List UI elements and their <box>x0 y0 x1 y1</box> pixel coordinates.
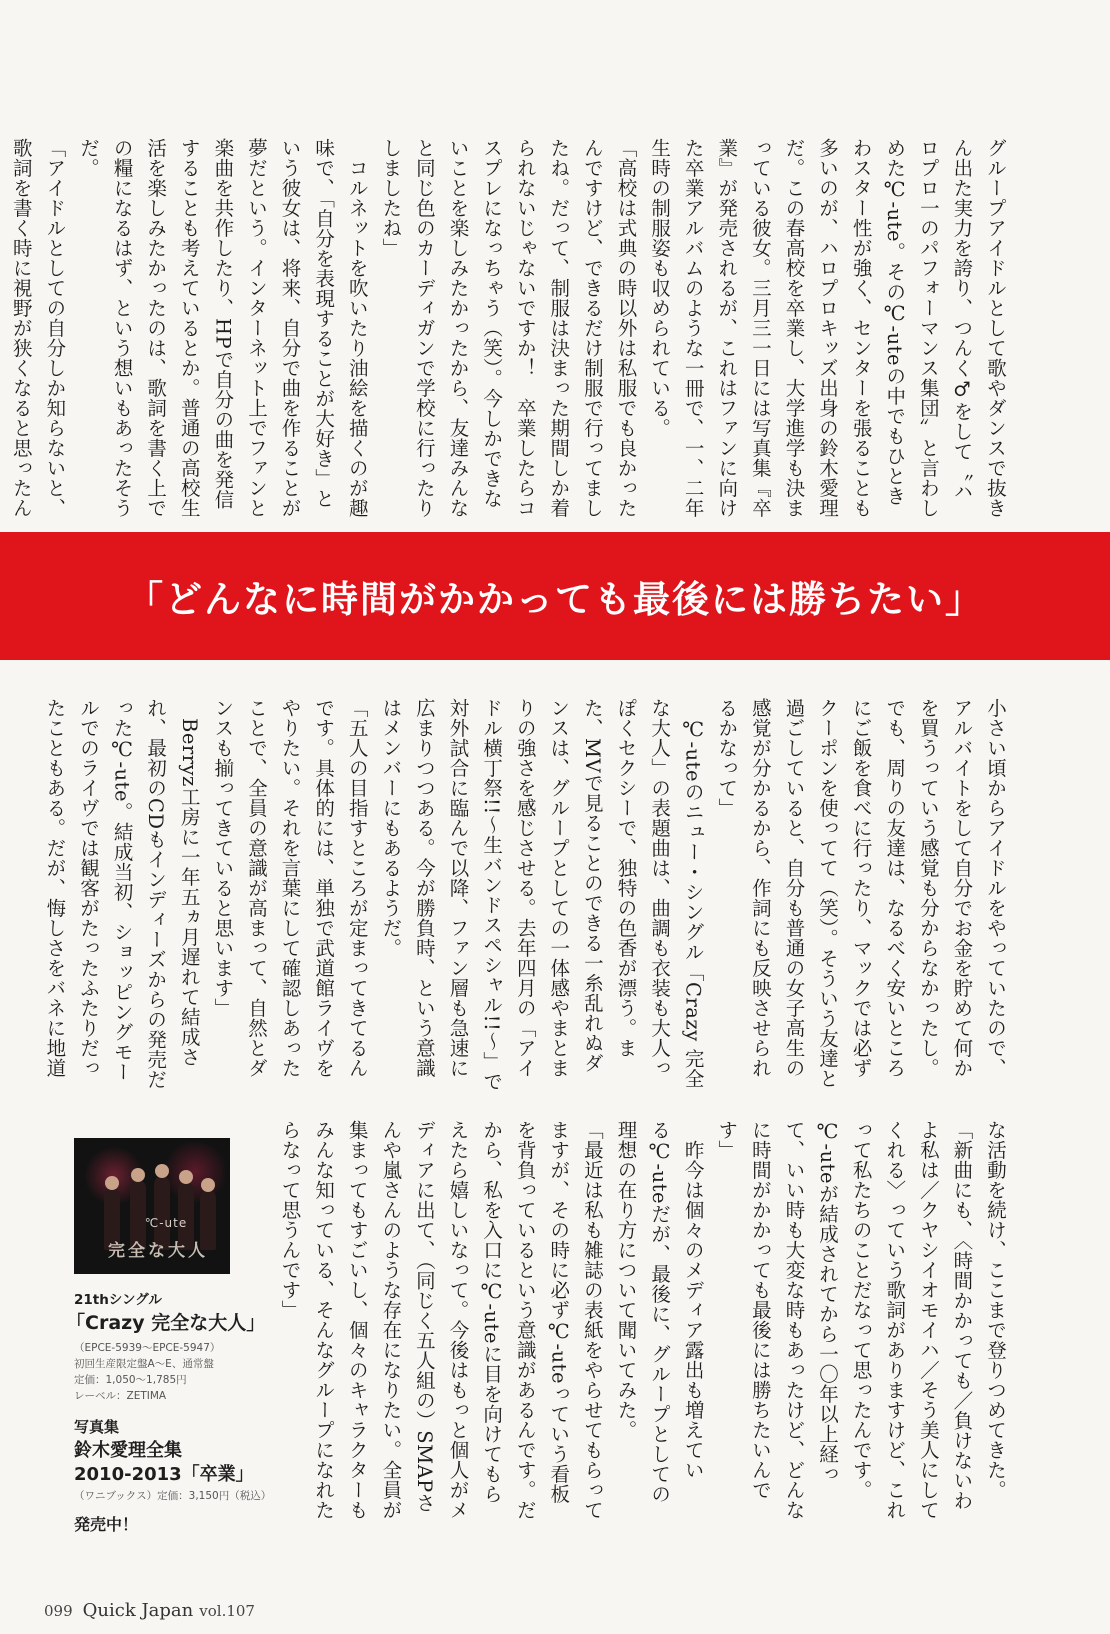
article-middle-columns <box>43 698 1012 1093</box>
photobook-title: 鈴木愛理全集 <box>74 1440 182 1461</box>
headline-banner <box>0 532 1110 660</box>
cover-figure-head <box>131 1168 145 1182</box>
article-paragraph: 「高校は式典の時以外は私服でも良かったんですけど、できるだけ制服で行ってましたね。だって、制服は決まった期間しか着られないじゃないですか！ 卒業したらコスプレになっちゃう（笑）。今しかできないことを楽しみたかったから、友達みんなと同じ色のカーディガンで学校に行ったりしましたね」 <box>379 138 638 518</box>
single-title: 「Crazy 完全な大人」 <box>66 1312 266 1334</box>
headline-text: 「どんなに時間がかかっても最後には勝ちたい」 <box>126 578 984 621</box>
article-paragraph: Berryz工房に一年五ヵ月遅れて結成され、最初のCDもインディーズからの発売だった℃-ute。結成当初、ショッピングモールでのライヴでは観客がたったふたりだったこともある。だが、悔しさをバネに地道 <box>43 698 201 1090</box>
article-paragraph: 昨今は個々のメディア露出も増えている℃-uteだが、最後に、グループとしての理想の在り方について聞いてみた。 <box>614 1120 705 1505</box>
photobook-subtitle: 2010-2013「卒業」 <box>74 1464 254 1485</box>
magazine-volume: vol.107 <box>199 1602 255 1620</box>
cover-figure-head <box>201 1178 215 1192</box>
cover-title: 完全な大人 <box>108 1241 208 1261</box>
article-paragraph: 「新曲にも、〈時間かかっても／負けないわよ私は／クヤシイオモイハ／そう美人にしてくれる〉っていう歌詞がありますけど、これって私たちのことだなって思ったんです。℃-uteが結成されてから一〇年以上経って、いい時も大変な時もあったけど、どんなに時間がかかっても最後には勝ちたいんです」 <box>715 1120 974 1520</box>
page-number: 099 <box>44 1602 73 1620</box>
single-catalog: （EPCE-5939〜EPCE-5947） <box>74 1342 221 1354</box>
cover-figure-head <box>179 1170 193 1184</box>
cover-logo: ℃-ute <box>144 1216 188 1230</box>
page-footer <box>44 1600 255 1621</box>
photobook-label: 写真集 <box>74 1418 120 1436</box>
single-label: 21thシングル <box>74 1292 162 1308</box>
article-paragraph: 「五人の目指すところが定まってきてるんです。具体的には、単独で武道館ライヴをやりたい。それを言葉にして確認しあったことで、全員の意識が高まって、自然とダンスも揃ってきていると思います」 <box>211 698 369 1078</box>
article-paragraph: 「アイドルとしての自分しか知らないと、歌詞を書く時に視野が狭くなると思ったん <box>9 138 67 518</box>
photobook-status: 発売中！ <box>74 1515 139 1534</box>
cover-figure-head <box>155 1164 169 1178</box>
photobook-publisher-price: （ワニブックス）定価：3,150円（税込） <box>74 1490 272 1502</box>
single-record-label: レーベル：ZETIMA <box>74 1390 167 1402</box>
article-top-columns <box>9 138 1012 520</box>
article-paragraph: 小さい頃からアイドルをやっていたので、アルバイトをして自分でお金を貯めて何かを買うっていう感覚も分からなかったし。でも、周りの友達は、なるべく安いところにご飯を食べに行ったり、マックでは必ずクーポンを使ってて（笑）。そういう友達と過ごしていると、自分も普通の女子高生の感覚が分かるから、作詞にも反映させられるかなって」 <box>715 698 1007 1089</box>
single-price: 定価：1,050〜1,785円 <box>74 1374 187 1386</box>
article-paragraph: グループアイドルとして歌やダンスで抜きん出た実力を誇り、つんく♂をして〝ハロプロ一のパフォーマンス集団〟と言わしめた℃-ute。その℃-uteの中でもひときわスター性が強く、センターを張ることも多いのが、ハロプロキッズ出身の鈴木愛理だ。この春高校を卒業し、大学進学も決まっている彼女。三月三一日には写真集『卒業』が発売されるが、これはファンに向けた卒業アルバムのような一冊で、一、二年生時の制服姿も収められている。 <box>648 138 1007 518</box>
article-lower-columns <box>278 1120 1012 1520</box>
article-paragraph: な活動を続け、ここまで登りつめてきた。 <box>984 1120 1007 1500</box>
single-cover-image <box>74 1138 230 1274</box>
single-edition: 初回生産限定盤A〜E、通常盤 <box>74 1358 214 1370</box>
article-paragraph: ℃-uteのニュー・シングル「Crazy 完全な大人」の表題曲は、曲調も衣装も大人っぽくセクシーで、独特の色香が漂う。また、MVで見ることのできる一糸乱れぬダンスは、グループとしての一体感やまとまりの強さを感じさせる。去年四月の「アイドル横丁祭!!〜生バンドスペシャル!!〜」で対外試合に臨んで以降、ファン層も急速に広まりつつある。今が勝負時、という意識はメンバーにもあるようだ。 <box>379 698 705 1092</box>
magazine-name: Quick Japan <box>82 1600 194 1621</box>
article-paragraph: 「最近は私も雑誌の表紙をやらせてもらってますが、その時に必ず℃-uteっていう看板を背負っているという意識があるんです。だから、私を入口に℃-uteに目を向けてもらえたら嬉しいなって。今後はもっと個人がメディアに出て、（同じく五人組の）SMAPさんや嵐さんのような存在になりたい。全員が集まってもすごいし、個々のキャラクターもみんな知っている、そんなグループになれたらなって思うんです」 <box>278 1120 604 1520</box>
cover-light <box>160 1142 230 1202</box>
cover-figure-head <box>105 1176 119 1190</box>
article-paragraph: コルネットを吹いたり油絵を描くのが趣味で、「自分を表現することが大好き」という彼女は、将来、自分で曲を作ることが夢だという。インターネット上でファンと楽曲を共作したり、HPで自分の曲を発信することも考えているとか。普通の高校生活を楽しみたかったのは、歌詞を書く上での糧になるはず、という想いもあったそうだ。 <box>76 138 369 518</box>
